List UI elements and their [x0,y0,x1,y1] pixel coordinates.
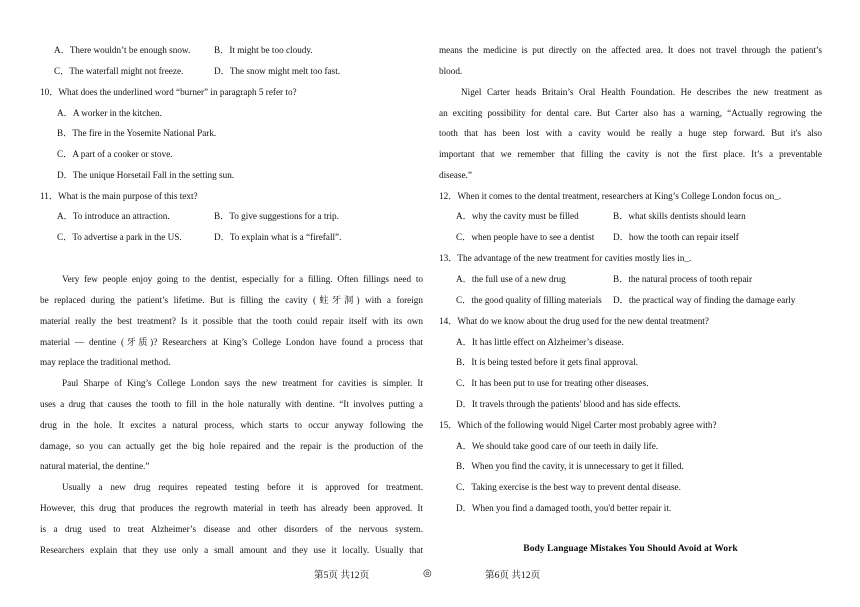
q13-stem [439,248,691,269]
passage-line: material — dentine (牙质)? Researchers at King’s College London have found a process that [40,337,423,347]
passage-line: tooth that has been lost with a cavity would be really a huge step forward. But it's also [439,128,822,138]
q14-stem: 14．What do we know about the drug used for the new dental treatment? [439,316,709,326]
q9-option-c: C．The waterfall might not freeze. [54,66,184,76]
q14-option-d: D．It travels through the patients' blood and has side effects. [456,399,681,409]
q11-option-c: C．To advertise a park in the US. [57,232,182,242]
q10-option-b: B．The fire in the Yosemite National Park. [57,128,217,138]
passage-line: Usually a new drug requires repeated testing before it is approved for treatment. [62,482,423,492]
q9-option-b: B．It might be too cloudy. [214,45,313,55]
passage-line: Paul Sharpe of King’s College London says the new treatment for cavities is simpler. It [62,378,423,388]
passage-line: Researchers explain that they use only a small amount and they use it locally. Usually that [40,545,423,555]
passage-line: means the medicine is put directly on the affected area. It does not travel through the patient’s [439,45,822,55]
q11-option-b: B．To give suggestions for a trip. [214,211,339,221]
q13-stem-text: 13．The advantage of the new treatment for cavities mostly lies in [439,253,685,263]
q11-stem: 11．What is the main purpose of this text? [40,191,198,201]
q14-option-b: B．It is being tested before it gets final approval. [456,357,638,367]
q12-option-a: A．why the cavity must be filled [456,211,579,221]
q9-option-d: D．The snow might melt too fast. [214,66,341,76]
q14-option-a: A．It has little effect on Alzheimer’s disease. [456,337,624,347]
q15-option-c: C．Taking exercise is the best way to prevent dental disease. [456,482,681,492]
passage-line: uses a drug that causes the tooth to fill in the hole naturally with dentine. “It involves putting a [40,399,423,409]
q13-option-d: D．the practical way of finding the damage early [613,295,796,305]
q12-blank: _. [774,191,782,201]
q15-option-d: D．When you find a damaged tooth, you'd better repair it. [456,503,672,513]
left-page-number: 第5页 共12页 [314,570,370,581]
passage-line: Nigel Carter heads Britain’s Oral Health Foundation. He describes the new treatment as [461,87,822,97]
q15-option-b: B．When you find the cavity, it is unnecessary to get it filled. [456,461,684,471]
q10-option-d: D．The unique Horsetail Fall in the setting sun. [57,170,235,180]
passage-line: is a drug used to treat Alzheimer’s disease and other disorders of the nervous system. [40,524,423,534]
q10-option-c: C．A part of a cooker or stove. [57,149,173,159]
q11-option-a: A．To introduce an attraction. [57,211,170,221]
passage-line: disease.” [439,170,472,180]
passage-line: damage, so you can actually get the big hole repaired and the repair is the production of the [40,441,423,451]
right-page-number: 第6页 共12页 [485,570,541,581]
q10-option-a: A．A worker in the kitchen. [57,108,162,118]
q12-option-c: C．when people have to see a dentist [456,232,595,242]
passage-line: be replaced during the patient’s lifetime. But is filling the cavity (蛀牙洞) with a foreign [40,295,423,305]
passage-line: blood. [439,66,463,76]
q13-blank: _. [684,253,692,263]
q13-option-b: B．the natural process of tooth repair [613,274,753,284]
passage-line: may replace the traditional method. [40,357,171,367]
q9-option-a: A．There wouldn’t be enough snow. [54,45,191,55]
q12-stem [439,186,781,207]
q12-stem-text: 12．When it comes to the dental treatment, researchers at King’s College London focus on [439,191,775,201]
q14-option-c: C．It has been put to use for treating other diseases. [456,378,649,388]
passage-line: important that we remember that filling the cavity is not the first place. It’s a preventable [439,149,822,159]
q11-option-d: D．To explain what is a “firefall”. [214,232,342,242]
q13-option-c: C．the good quality of filling materials [456,295,602,305]
q12-option-d: D．how the tooth can repair itself [613,232,739,242]
passage-line: material really the best treatment? Is it possible that the tooth could repair itself with its own [40,316,423,326]
q12-option-b: B．what skills dentists should learn [613,211,746,221]
passage-line: However, this drug that produces the regrowth material in teeth has already been approved. It [40,503,423,513]
passage-line: an exciting possibility for dental care. But Carter also has a warning, “Actually regrowing the [439,108,822,118]
q15-option-a: A．We should take good care of our teeth in daily life. [456,441,659,451]
q15-stem: 15．Which of the following would Nigel Carter most probably agree with? [439,420,717,430]
passage-line: drug in the hole. It excites a natural process, which starts to occur anyway following the [40,420,423,430]
passage-line: natural material, the dentine.” [40,461,150,471]
binding-mark-icon: ◎ [423,568,432,579]
q10-stem: 10．What does the underlined word “burner” in paragraph 5 refer to? [40,87,297,97]
passage-line: Very few people enjoy going to the dentist, especially for a filling. Often fillings need to [62,274,423,284]
next-passage-title: Body Language Mistakes You Should Avoid at Work [523,543,738,554]
q13-option-a: A．the full use of a new drug [456,274,566,284]
